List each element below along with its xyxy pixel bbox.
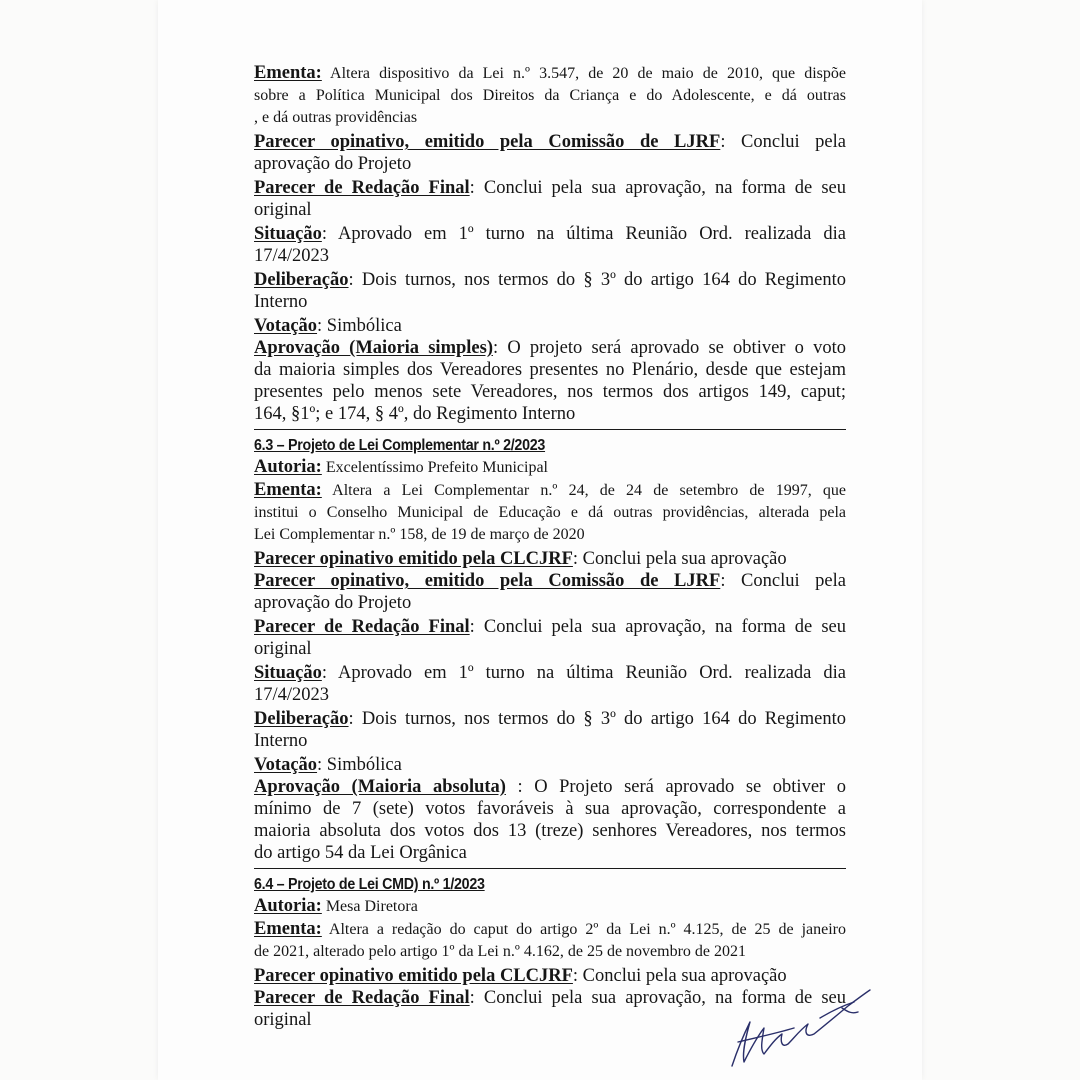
situacao-date: 17/4/2023 <box>254 685 330 705</box>
parecer-ljrf-text-line: aprovação do Projeto <box>254 154 412 174</box>
situacao-text: : Aprovado em 1º turno na última Reunião Ord. realizada dia <box>321 663 846 683</box>
redacao-final-text-line: original <box>254 1010 312 1030</box>
autoria-text: Mesa Diretora <box>321 898 418 915</box>
ementa-line <box>254 918 846 941</box>
aprovacao-text-line: maioria absoluta dos votos dos 13 (treze) senhores Vereadores, nos termos <box>254 821 846 841</box>
aprovacao-line <box>254 337 846 359</box>
parecer-ljrf-line <box>254 570 846 592</box>
redacao-final-label: Parecer de Redação Final <box>254 617 470 637</box>
parecer-ljrf-line <box>254 131 846 153</box>
aprovacao-text: : O projeto será aprovado se obtiver o voto <box>492 338 846 358</box>
aprovacao-text-line: mínimo de 7 (sete) votos favoráveis à sua aprovação, correspondente a <box>254 799 846 819</box>
autoria-line <box>254 456 846 479</box>
parecer-ljrf-label: Parecer opinativo, emitido pela Comissão de LJRF <box>254 571 721 591</box>
ementa-line <box>254 479 846 502</box>
ementa-text: Altera a redação do caput do artigo 2º da Lei n.º 4.125, de 25 de janeiro <box>321 921 846 938</box>
situacao-line <box>254 223 846 245</box>
votacao-line <box>254 315 846 337</box>
ementa-text-line: Lei Complementar n.º 158, de 19 de março de 2020 <box>254 526 585 543</box>
situacao-text: : Aprovado em 1º turno na última Reunião Ord. realizada dia <box>321 224 846 244</box>
autoria-label: Autoria: <box>254 896 322 916</box>
parecer-ljrf-text-line: aprovação do Projeto <box>254 593 412 613</box>
aprovacao-line <box>254 776 846 798</box>
autoria-text: Excelentíssimo Prefeito Municipal <box>321 459 548 476</box>
deliberacao-label: Deliberação <box>254 709 349 729</box>
aprovacao-text-line: da maioria simples dos Vereadores presentes no Plenário, desde que estejam <box>254 360 846 380</box>
parecer-ljrf-label: Parecer opinativo, emitido pela Comissão de LJRF <box>254 132 721 152</box>
situacao-label: Situação <box>254 663 322 683</box>
deliberacao-label: Deliberação <box>254 270 349 290</box>
parecer-ljrf-text: : Conclui pela <box>720 132 846 152</box>
parecer-clcjrf-text: : Conclui pela sua aprovação <box>572 549 787 569</box>
redacao-final-text: : Conclui pela sua aprovação, na forma de seu <box>469 178 846 198</box>
deliberacao-text-line: Interno <box>254 731 308 751</box>
section-heading-6-4: 6.4 – Projeto de Lei CMD) n.º 1/2023 <box>254 876 485 893</box>
deliberacao-text: : Dois turnos, nos termos do § 3º do artigo 164 do Regimento <box>348 709 846 729</box>
parecer-clcjrf-label: Parecer opinativo emitido pela CLCJRF <box>254 549 573 569</box>
redacao-final-text: : Conclui pela sua aprovação, na forma de seu <box>469 617 846 637</box>
ementa-text-line: institui o Conselho Municipal de Educação e dá outras providências, alterada pela <box>254 504 846 521</box>
autoria-label: Autoria: <box>254 457 322 477</box>
aprovacao-label: Aprovação (Maioria absoluta) <box>254 777 506 797</box>
ementa-label: Ementa: <box>254 480 322 500</box>
handwritten-signature <box>724 978 874 1070</box>
votacao-label: Votação <box>254 755 318 775</box>
autoria-line <box>254 895 846 918</box>
aprovacao-text-line: presentes pelo menos sete Vereadores, nos termos dos artigos 149, caput; <box>254 382 846 402</box>
redacao-final-line <box>254 616 846 638</box>
section-heading-6-4-line <box>254 873 846 895</box>
section-heading-6-3: 6.3 – Projeto de Lei Complementar n.º 2/2023 <box>254 437 546 454</box>
ementa-text-line: sobre a Política Municipal dos Direitos da Criança e do Adolescente, e dá outras <box>254 87 846 104</box>
section-heading-6-3-line <box>254 434 846 456</box>
aprovacao-label: Aprovação (Maioria simples) <box>254 338 493 358</box>
ementa-text-line: , e dá outras providências <box>254 109 418 126</box>
redacao-final-text: : Conclui pela sua aprovação, na forma de seu <box>469 988 846 1008</box>
redacao-final-label: Parecer de Redação Final <box>254 178 470 198</box>
parecer-clcjrf-line <box>254 548 846 570</box>
votacao-line <box>254 754 846 776</box>
ementa-line <box>254 62 846 85</box>
aprovacao-text-line: 164, §1º; e 174, § 4º, do Regimento Interno <box>254 404 576 424</box>
situacao-label: Situação <box>254 224 322 244</box>
parecer-clcjrf-label: Parecer opinativo emitido pela CLCJRF <box>254 966 573 986</box>
parecer-ljrf-text: : Conclui pela <box>720 571 846 591</box>
redacao-final-line <box>254 177 846 199</box>
document-body <box>254 62 846 1031</box>
parecer-clcjrf-text: : Conclui pela sua aprovação <box>572 966 787 986</box>
section-divider <box>254 868 846 869</box>
votacao-text: : Simbólica <box>317 755 402 775</box>
section-divider <box>254 429 846 430</box>
redacao-final-label: Parecer de Redação Final <box>254 988 470 1008</box>
ementa-text: Altera dispositivo da Lei n.º 3.547, de 20 de maio de 2010, que dispõe <box>330 65 847 82</box>
votacao-label: Votação <box>254 316 318 336</box>
redacao-final-text-line: original <box>254 639 312 659</box>
votacao-text: : Simbólica <box>317 316 402 336</box>
ementa-label: Ementa: <box>254 63 322 83</box>
deliberacao-line <box>254 708 846 730</box>
aprovacao-text-line: do artigo 54 da Lei Orgânica <box>254 843 467 863</box>
deliberacao-text: : Dois turnos, nos termos do § 3º do artigo 164 do Regimento <box>348 270 846 290</box>
ementa-label: Ementa: <box>254 919 322 939</box>
aprovacao-text: : O Projeto será aprovado se obtiver o <box>505 777 846 797</box>
deliberacao-text-line: Interno <box>254 292 308 312</box>
ementa-text: Altera a Lei Complementar n.º 24, de 24 de setembro de 1997, que <box>321 482 846 499</box>
situacao-date: 17/4/2023 <box>254 246 330 266</box>
deliberacao-line <box>254 269 846 291</box>
redacao-final-text-line: original <box>254 200 312 220</box>
situacao-line <box>254 662 846 684</box>
ementa-text-line: de 2021, alterado pelo artigo 1º da Lei n.º 4.162, de 25 de novembro de 2021 <box>254 943 747 960</box>
